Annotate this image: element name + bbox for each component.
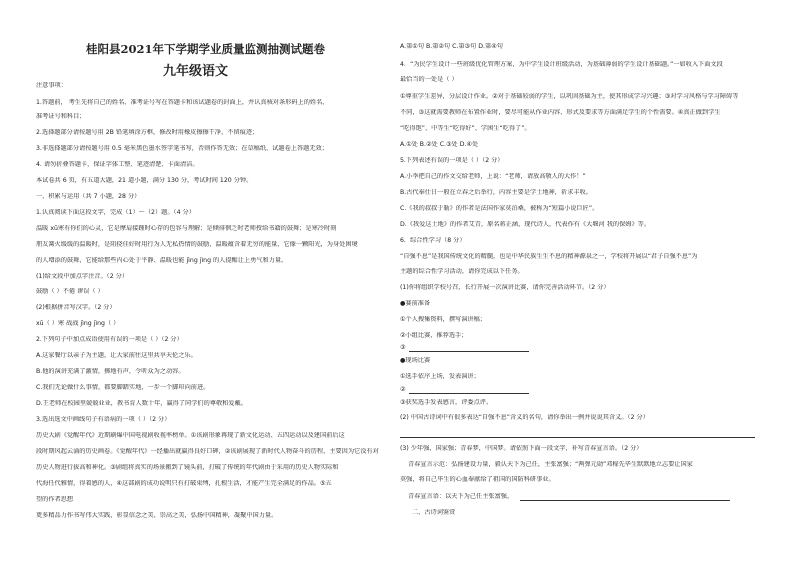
text-line: ①个人搜集资料，撰写演讲稿；: [400, 316, 486, 323]
answer-line[interactable]: [520, 500, 730, 501]
question-3: 3.选出选文中画线句子有语病的一项（ ）（2 分）: [36, 416, 171, 423]
text-line: 莫强，将自己毕生的心血奉献给了祖国的国防科研事业。: [400, 476, 555, 483]
option-b: B.古代奉仕日一般在立春之后举行，内容主要是学土地神，祈求丰收。: [400, 189, 592, 196]
answer-line[interactable]: [409, 393, 529, 394]
text-line: “自强不息”是我国传统文化的精髓，也是中华民族生生不息的精神源泉之一，学校将开展以“君子自强不息”为: [400, 253, 698, 260]
q3-options: A.第①句 B.第②句 C.第③句 D.第④句: [400, 43, 503, 50]
option-d: D.《我爱这土地》的作者艾青，原名蒋正涵，现代诗人，代表作有《大堰河 我的保姆》等。: [400, 221, 651, 228]
text-line: (3) 少年强，国家强；青春梦，中国梦。请依照下面一段文字，补写青春宣言语。（2 分）: [400, 445, 643, 452]
text-line: 朋友篝火缓缓的温暖时，是阻挠佳好时用行为人无私热情的鼓励，温暖蕴含着无穷的能量，它像一颗阳光，为身处困境: [36, 241, 358, 248]
text-line: 温暖 xū寒有你们的心灵，它是摩肩接踵时心存的包容与理解；是倾徘徊乏时老师授给书籍的鼓舞；是寒冷时刻: [36, 225, 337, 232]
section-heading: 二、古诗词鉴赏: [412, 509, 456, 516]
text-line: 的人增添的鼓舞，它能给那些内心处于平静、温暖也能 jìng jìng 的人提醒让上勇气和力量。: [36, 257, 288, 264]
q4-options: A.①处 B.②处 C.③处 D.④处: [400, 141, 479, 148]
option-c: C.《我的叔叔于勒》的作者是法国作家莫泊桑，被称为“短篇小说巨匠”。: [400, 205, 599, 212]
text-line: 历史人物进行拔高和神化。③剧组将真实的场景搬到了镜头前，打破了传统的年代剧由于采用的历史人物实际和: [36, 464, 339, 471]
text-line: 历史大剧《觉醒年代》近期刷爆中国电视剧收视率榜单。①该剧形象再现了新文化运动、五四运动以及建国前后这: [36, 432, 345, 439]
text-line: 2.选择题部分请按题号用 2B 铅笔填涂方框，修改时用橡皮擦擦干净，不留痕迹；: [36, 129, 259, 136]
answer-line[interactable]: [409, 351, 529, 352]
text-line: 代海任代雅情，得着感的人，④这部剧的成功说明只有打破束缚，扎根生活，才能产生完全满足的作品。⑤五: [36, 480, 332, 487]
question-1: 1.认真阅读下面这段文字，完成（1）～（2）题。（4 分）: [36, 209, 195, 216]
answer-line[interactable]: [400, 437, 755, 438]
text-line: (1)给文段中加点字注音。（2 分）: [36, 273, 129, 280]
question-2: 2.下列句子中加点成语使用有误的一项是（ ）（2 分）: [36, 336, 183, 343]
bullet-heading: ●现场比赛: [400, 357, 431, 364]
text-line: (2) 中国古诗词中有很多表达“自强不息”含义的名句，请你举出一例并说说其含义。（2 分）: [400, 414, 649, 421]
option-c: C.我们无论做什么事情，都要脚踏实地，一步一个脚印向前进。: [36, 384, 210, 391]
option-b: B.他的演讲充满了激情，掷地有声，令听众为之动容。: [36, 368, 185, 375]
notice-heading: 注意事项：: [36, 82, 67, 89]
answer-slot-label: ③: [400, 344, 406, 351]
text-line: 望的作者思想: [36, 496, 74, 503]
text-line: 准考证号和科目；: [36, 113, 86, 120]
section-heading: 一、积累与运用（共 7 小题，28 分）: [36, 193, 141, 200]
text-line: 3.非选择题部分请按题号用 0.5 毫米黑色墨水签字笔书写，否则作答无效；在草稿纸、试题卷上答题无效；: [36, 145, 328, 152]
text-line: ①尊重学生差异，分层设计作业。②对于基础较弱的学生，以巩固基础为主，使其形成学习兴趣；③对学习风格与学习障碍等: [400, 93, 739, 100]
text-line: xū（ ）寒 战战 jìng jìng（ ）: [36, 320, 120, 327]
text-line: 不同，③这就需要教师在布置作业时，要尽可能从作业内容、形式及要求等方面满足学生的个性需要。④真正做到学生: [400, 109, 721, 116]
text-line: 最恰当的一处是（ ）: [400, 76, 458, 83]
text-line: ③获奖选手发表感言，评委点评。: [400, 399, 493, 406]
text-line: 1.答题前， 考生先将自己的姓名、准考证号写在答题卡和该试题卷的封面上，并认真核对条形码上的姓名、: [36, 99, 329, 106]
text-line: “吃得饱”、中等生“吃得好”、学困生“吃得了”。: [400, 125, 531, 132]
text-line: 更多精品力作书写伟大实践，彰显信念之美、崇高之美，弘扬中国精神，凝聚中国力量。: [36, 512, 278, 519]
text-line: 本试卷共 6 页，有五道大题，21 道小题，满分 130 分，考试时间 120 分钟。: [36, 177, 253, 184]
option-a: A.小李把自己的作文交给老师，上说：“老师，请放高敬人的大作！”: [400, 173, 586, 180]
exam-subtitle: 九年级语文: [163, 64, 229, 79]
bullet-heading: ●赛前准备: [400, 300, 431, 307]
text-line: (2)根据拼音写汉字。（2 分）: [36, 304, 116, 311]
text-line: (1)你将组织学校号召，长行开展一次演讲比赛，请你完善活动环节。（2 分）: [400, 284, 610, 291]
text-line: 段时期风起云涌的历史画卷。《觉醒年代》一经播出就赢得良好口碑，②该剧展现了新时代人物奋斗的历程，主要因为它没有对: [36, 448, 379, 455]
question-4: 4．“为民学生设计一些班级优化管理方案，为中学生设计班级活动，为基础薄弱的学生设计基础题。”一如收入下面文段: [400, 61, 723, 68]
exam-title: 桂阳县2021年下学期学业质量监测抽测试题卷: [86, 42, 326, 56]
text-line: 主题的综合性学习活动，请你完成以下任务。: [400, 268, 524, 275]
question-5: 5.下列表述有误的一项是（ ）（2 分）: [400, 157, 504, 164]
text-line: 4. 请勿折叠答题卡，保证字体工整、笔迹清楚、卡面清洁。: [36, 161, 199, 168]
option-d: D.王老师在校园里兢兢业业，教书育人数十年，赢得了同学们的尊敬和爱戴。: [36, 400, 247, 407]
answer-slot-label: ②: [400, 386, 406, 393]
text-line: ①选手依序上场，发表演讲；: [400, 373, 480, 380]
text-line: 鼓励（ ）不倦 谬误（ ）: [36, 288, 104, 295]
option-a: A.这家餐厅以亲子为主题，让大家前往这里共享天伦之乐。: [36, 352, 197, 359]
text-line: ②小组比赛，推荐选手；: [400, 332, 468, 339]
text-line: 青春宣言语：以天下为己任主张富强，: [408, 493, 514, 500]
question-6: 6．综合性学习（8 分）: [400, 237, 466, 244]
text-line: 青春宣言示范：弘扬建设力量，毅认天下为己任，主张富强；“两弹元勋”邓稼先毕生默默地立志要让国家: [408, 461, 693, 468]
